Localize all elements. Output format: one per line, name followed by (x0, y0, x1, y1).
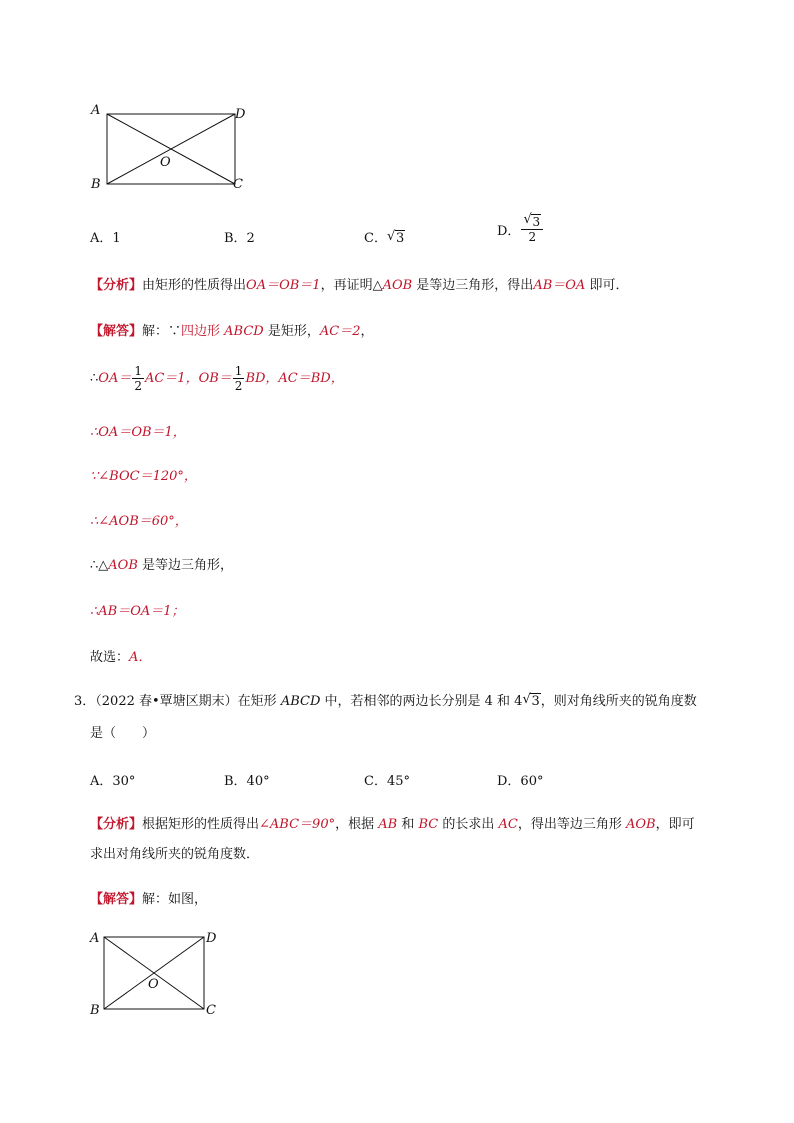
fraction-one-half-2: $\frac{1}{2}$ (234, 364, 243, 393)
fraction-one-half: $\frac{1}{2}$ (134, 364, 142, 393)
label-D: D (235, 107, 246, 122)
q3-option-a: A．30° (90, 774, 136, 789)
option-c (364, 227, 405, 246)
q3-option-b: B．40° (224, 774, 270, 789)
label-C: C (206, 1003, 216, 1018)
option-c-prefix: C． (364, 231, 387, 246)
label-A: A (90, 931, 100, 946)
sqrt-three-q3: √ 3 (522, 692, 540, 709)
q3-analysis-line2: 求出对角线所夹的锐角度数． (90, 847, 260, 862)
rectangle-figure-2 (82, 922, 232, 1022)
q2-answer-intro: 【解答】解：∵四边形 ABCD 是矩形，AC＝2， (90, 324, 374, 339)
q3-option-c: C．45° (364, 774, 410, 789)
q3-answer: 【解答】解：如图， (90, 892, 208, 907)
q2-choice: 故选：A． (90, 650, 152, 665)
q2-step-2: ∴OA＝OB＝1， (90, 425, 186, 440)
sqrt-three: √ 3 (386, 229, 405, 246)
rectangle-figure-1 (85, 98, 260, 198)
option-d (497, 212, 544, 244)
analysis-tag: 【分析】 (90, 817, 143, 832)
option-b: B．2 (224, 231, 255, 246)
option-d-prefix: D． (497, 224, 521, 239)
label-O: O (160, 155, 171, 170)
fraction-sqrt3-over-2: √ 3 2 (521, 215, 543, 244)
q2-step-1: ∴OA＝ $\frac{1}{2}$ AC＝1，OB＝ $\frac{1}{2}$ BD，AC＝BD， (90, 364, 344, 393)
label-O: O (148, 977, 159, 992)
q2-step-3: ∵∠BOC＝120°， (90, 469, 197, 484)
label-B: B (91, 177, 101, 192)
option-a: A．1 (90, 231, 121, 246)
analysis-tag: 【分析】 (90, 278, 143, 293)
answer-tag: 【解答】 (90, 324, 143, 339)
q2-step-6: ∴AB＝OA＝1； (90, 604, 185, 619)
q2-analysis: 【分析】由矩形的性质得出OA＝OB＝1，再证明△AOB 是等边三角形，得出AB＝OA 即可． (90, 278, 629, 293)
q3-option-d: D．60° (497, 774, 544, 789)
label-C: C (233, 177, 243, 192)
q3-stem: 3．（2022 春•覃塘区期末）在矩形 ABCD 中，若相邻的两边长分别是 4 和 4 √ 3，则对角线所夹的锐角度数 (74, 692, 697, 712)
q3-stem-line2: 是（ ） (90, 726, 156, 741)
q2-step-4: ∴∠AOB＝60°， (90, 514, 188, 529)
answer-tag: 【解答】 (90, 892, 143, 907)
label-A: A (91, 103, 101, 118)
q2-step-5: ∴△AOB 是等边三角形， (90, 558, 234, 573)
label-D: D (206, 931, 217, 946)
label-B: B (90, 1003, 100, 1018)
q3-analysis: 【分析】根据矩形的性质得出∠ABC＝90°，根据 AB 和 BC 的长求出 AC，得出等边三角形 AOB，即可 (90, 817, 695, 832)
